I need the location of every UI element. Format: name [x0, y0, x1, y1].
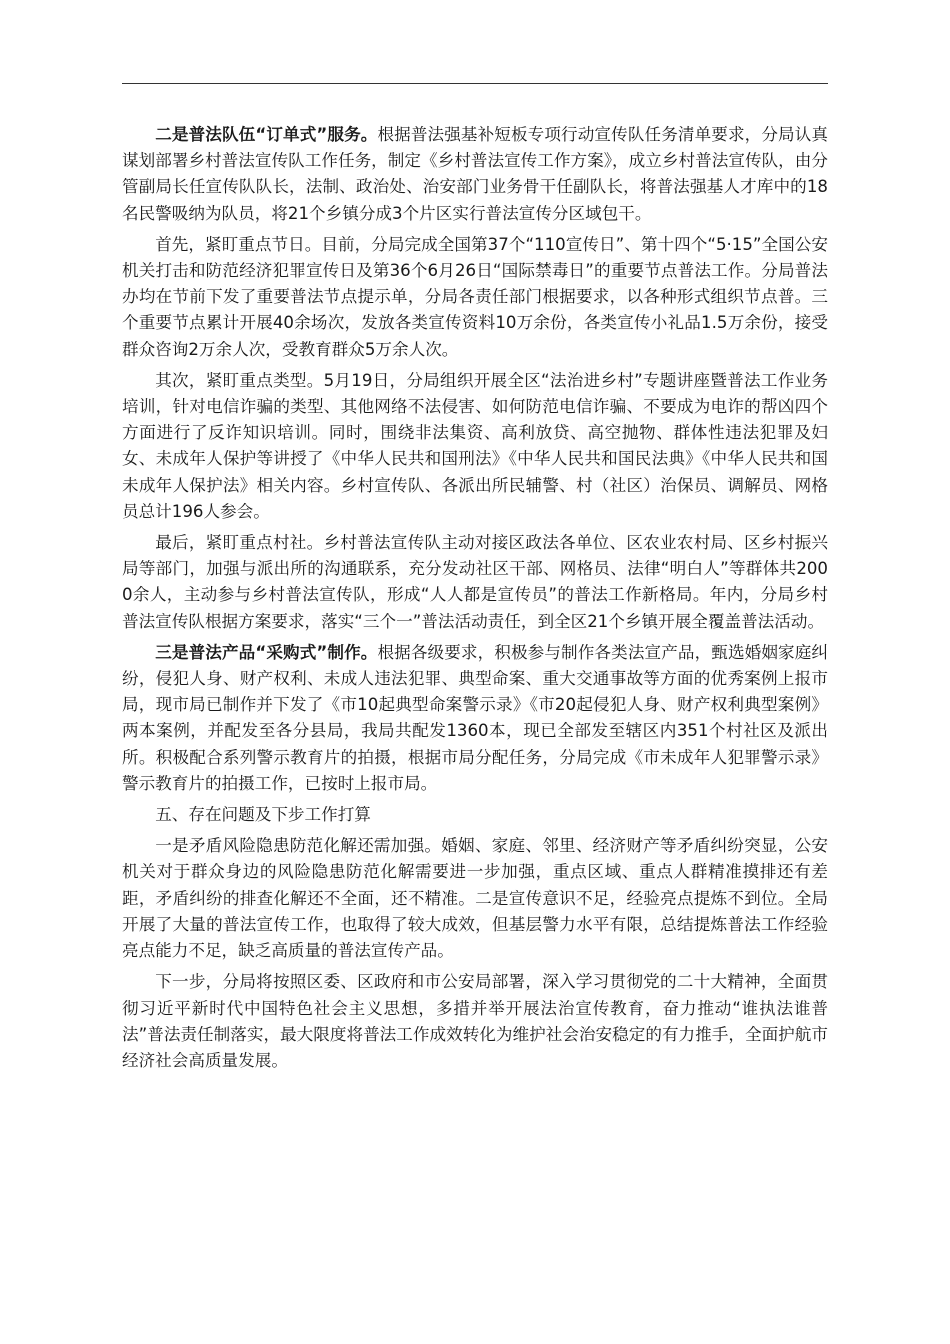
paragraph-problems	[122, 833, 828, 964]
paragraph-text: 一是矛盾风险隐患防范化解还需加强。婚姻、家庭、邻里、经济财产等矛盾纠纷突显，公安机关对于群众身边的风险隐患防范化解需要进一步加强，重点区域、重点人群精准摸排还有差距，矛盾纠纷的排查化解还不全面，还不精准。二是宣传意识不足，经验亮点提炼不到位。全局开展了大量的普法宣传工作，也取得了较大成效，但基层警力水平有限，总结提炼普法工作经验亮点能力不足，缺乏高质量的普法宣传产品。	[122, 836, 828, 961]
paragraph-lead: 二是普法队伍“订单式”服务。	[155, 125, 378, 144]
section-heading-text: 五、存在问题及下步工作打算	[155, 805, 371, 825]
paragraph-key-festivals	[122, 232, 828, 363]
paragraph-procurement-production	[122, 640, 828, 797]
paragraph-text: 下一步，分局将按照区委、区政府和市公安局部署，深入学习贯彻党的二十大精神，全面贯彻习近平新时代中国特色社会主义思想，多措并举开展法治宣传教育，奋力推动“谁执法谁普法”普法责任制落实，最大限度将普法工作成效转化为维护社会治安稳定的有力推手，全面护航市经济社会高质量发展。	[122, 972, 828, 1070]
paragraph-ordering-service	[122, 122, 828, 227]
paragraph-text: 根据普法强基补短板专项行动宣传队任务清单要求，分局认真谋划部署乡村普法宣传队工作任务，制定《乡村普法宣传工作方案》，成立乡村普法宣传队，由分管副局长任宣传队队长，法制、政治处、治安部门业务骨干任副队长，将普法强基人才库中的18名民警吸纳为队员，将21个乡镇分成3个片区实行普法宣传分区域包干。	[122, 125, 828, 223]
paragraph-text: 根据各级要求，积极参与制作各类法宣产品，甄选婚姻家庭纠纷，侵犯人身、财产权利、未成人违法犯罪、典型命案、重大交通事故等方面的优秀案例上报市局，现市局已制作并下发了《市10起典型命案警示录》《市20起侵犯人身、财产权利典型案例》两本案例，并配发至各分县局，我局共配发1360本，现已全部发至辖区内351个村社区及派出所。积极配合系列警示教育片的拍摄，根据市局分配任务，分局完成《市未成年人犯罪警示录》警示教育片的拍摄工作，已按时上报市局。	[122, 642, 828, 793]
paragraph-key-villages	[122, 530, 828, 635]
section-heading-problems	[122, 802, 828, 828]
header-rule	[122, 83, 828, 84]
paragraph-lead: 三是普法产品“采购式”制作。	[155, 642, 378, 662]
paragraph-text: 首先，紧盯重点节日。目前，分局完成全国第37个“110宣传日”、第十四个“5·15”全国公安机关打击和防范经济犯罪宣传日及第36个6月26日“国际禁毒日”的重要节点普法工作。分局普法办均在节前下发了重要普法节点提示单，分局各责任部门根据要求，以各种形式组织节点普。三个重要节点累计开展40余场次，发放各类宣传资料10万余份，各类宣传小礼品1.5万余份，接受群众咨询2万余人次，受教育群众5万余人次。	[122, 234, 828, 359]
paragraph-text: 最后，紧盯重点村社。乡村普法宣传队主动对接区政法各单位、区农业农村局、区乡村振兴局等部门，加强与派出所的沟通联系，充分发动社区干部、网格员、法律“明白人”等群体共2000余人，主动参与乡村普法宣传队，形成“人人都是宣传员”的普法工作新格局。年内，分局乡村普法宣传队根据方案要求，落实“三个一”普法活动责任，到全区21个乡镇开展全覆盖普法活动。	[122, 533, 828, 631]
paragraph-key-types	[122, 368, 828, 525]
paragraph-next-steps	[122, 969, 828, 1074]
document-body	[122, 122, 828, 1079]
paragraph-text: 其次，紧盯重点类型。5月19日，分局组织开展全区“法治进乡村”专题讲座暨普法工作业务培训，针对电信诈骗的类型、其他网络不法侵害、如何防范电信诈骗、不要成为电诈的帮凶四个方面进行了反诈知识培训。同时，围绕非法集资、高利放贷、高空抛物、群体性违法犯罪及妇女、未成年人保护等讲授了《中华人民共和国刑法》《中华人民共和国民法典》《中华人民共和国未成年人保护法》相关内容。乡村宣传队、各派出所民辅警、村（社区）治保员、调解员、网格员总计196人参会。	[122, 370, 828, 521]
